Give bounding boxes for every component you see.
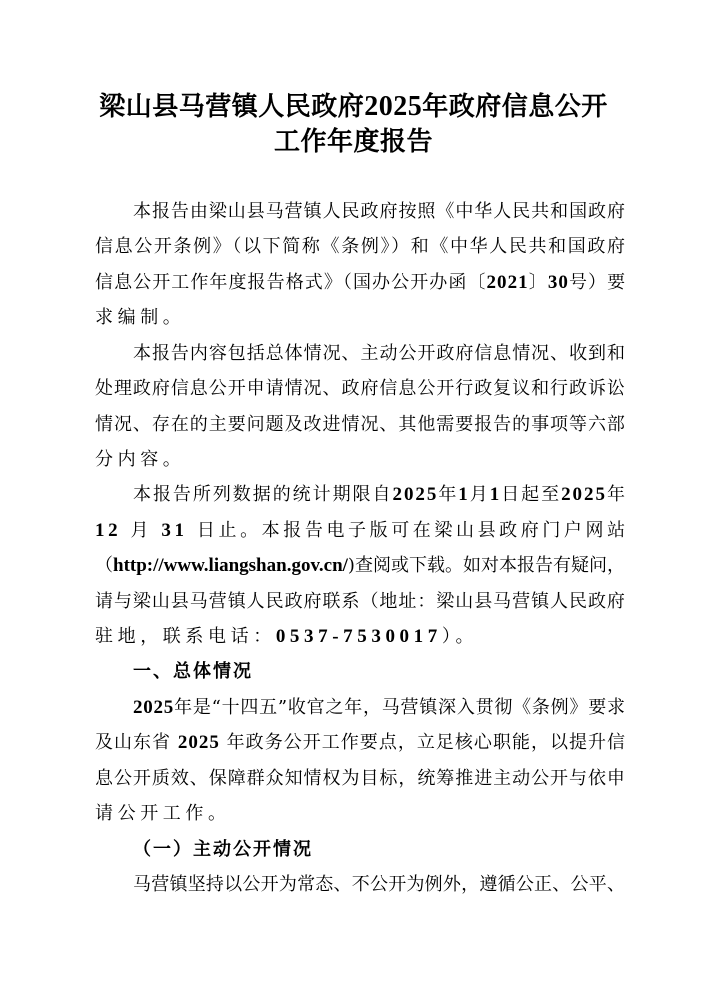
paragraph-line: 求编制。	[95, 307, 186, 328]
paragraph-line: 处理政府信息公开申请情况、政府信息公开行政复议和行政诉讼	[95, 378, 626, 399]
document-title-line-2: 工作年度报告	[273, 127, 433, 157]
paragraph-line: 本报告内容包括总体情况、主动公开政府信息情况、收到和	[133, 343, 626, 364]
section-heading: 一、总体情况	[133, 661, 253, 682]
paragraph-line: 马营镇坚持以公开为常态、不公开为例外，遵循公正、公平、	[133, 874, 626, 895]
paragraph-line: 12 月 31 日止。本报告电子版可在梁山县政府门户网站	[95, 520, 629, 541]
paragraph-line: 分内容。	[95, 449, 186, 470]
section-heading: （一）主动公开情况	[133, 839, 313, 860]
paragraph-line: 息公开质效、保障群众知情权为目标，统筹推进主动公开与依申	[95, 768, 626, 789]
paragraph-line: 及山东省 2025 年政务公开工作要点，立足核心职能，以提升信	[95, 732, 627, 753]
paragraph-line: 请公开工作。	[95, 803, 231, 824]
paragraph-line: 驻地，联系电话：0537-7530017）。	[95, 626, 479, 647]
paragraph-line: （http://www.liangshan.gov.cn/)查阅或下载。如对本报告有疑问，	[95, 555, 625, 576]
paragraph-line: 情况、存在的主要问题及改进情况、其他需要报告的事项等六部	[95, 414, 626, 435]
paragraph-line: 信息公开工作年度报告格式》（国办公开办函〔2021〕30号）要	[95, 272, 627, 293]
paragraph-line: 请与梁山县马营镇人民政府联系（地址：梁山县马营镇人民政府	[95, 591, 626, 612]
paragraph-line: 2025年是“十四五”收官之年，马营镇深入贯彻《条例》要求	[133, 697, 626, 718]
paragraph-line: 信息公开条例》（以下简称《条例》）和《中华人民共和国政府	[95, 236, 627, 257]
paragraph-line: 本报告所列数据的统计期限自2025年1月1日起至2025年	[133, 484, 627, 505]
paragraph-line: 本报告由梁山县马营镇人民政府按照《中华人民共和国政府	[133, 201, 626, 222]
document-title-line-1: 梁山县马营镇人民政府2025年政府信息公开	[99, 91, 608, 122]
